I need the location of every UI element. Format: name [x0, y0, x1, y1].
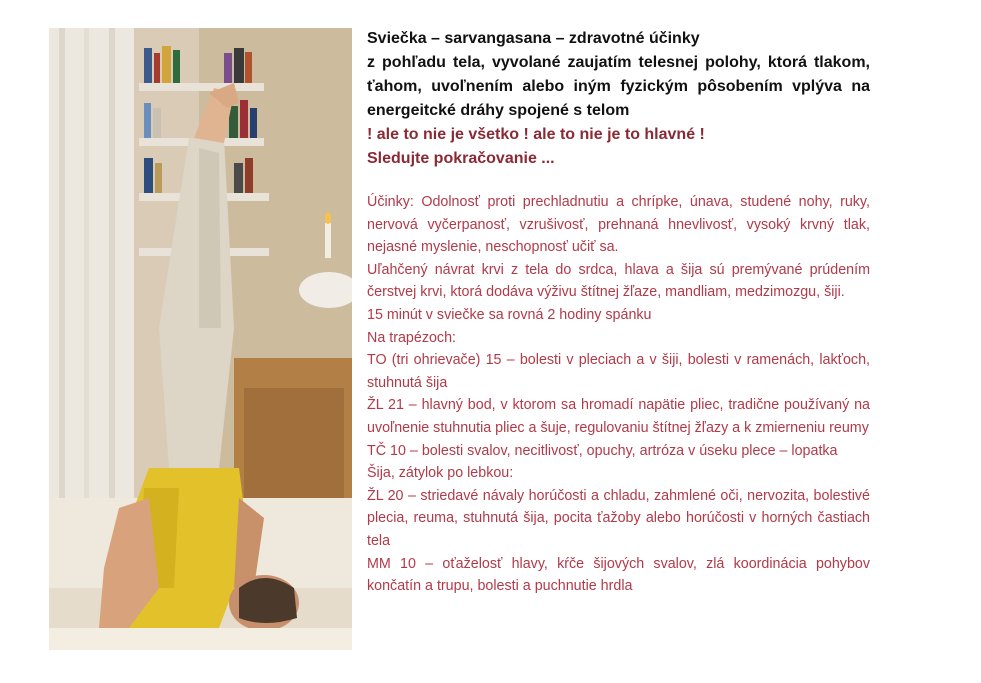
point-to15: TO (tri ohrievače) 15 – bolesti v pleciach a v šiji, bolesti v ramenách, lakťoch, stuhnutá šija — [367, 352, 870, 391]
shoulderstand-illustration — [49, 28, 352, 650]
neck-heading: Šija, zátylok po lebkou: — [367, 465, 514, 482]
continue-line: Sledujte pokračovanie ... — [367, 150, 555, 167]
point-mm10: MM 10 – oťaželosť hlavy, kŕče šijových svalov, zlá koordinácia pohybov končatín a trupu, bolesti a puchnutie hrdla — [367, 555, 870, 595]
article-text — [367, 27, 870, 598]
blood-return-paragraph: Uľahčený návrat krvi z tela do srdca, hlava a šija sú premývané prúdením čerstvej krvi, ktorá dodáva výživu štítnej žľaze, mandliam, medzimozgu, šiji. — [367, 261, 870, 301]
effects-paragraph: Účinky: Odolnosť proti prechladnutiu a chrípke, únava, studené nohy, ruky, nervová vyčerpanosť, vzrušivosť, prehnaná hnevlivosť, vysoký krvný tlak, nejasné myslenie, neschopnosť učiť sa. — [367, 194, 870, 256]
article-title: Sviečka – sarvangasana – zdravotné účinky — [367, 30, 700, 47]
point-zl21: ŽL 21 – hlavný bod, v ktorom sa hromadí napätie pliec, tradične používaný na uvoľnenie stuhnutia pliec a šuje, regulovaniu štítnej žľazy a k zmierneniu reumy — [367, 397, 870, 436]
warning-line: ! ale to nie je všetko ! ale to nie je to hlavné ! — [367, 126, 705, 143]
point-zl20: ŽL 20 – striedavé návaly horúčosti a chladu, zahmlené oči, nervozita, bolestivé plecia, reuma, stuhnutá šija, pocita ťažoby alebo horúčosti v horných častiach tela — [367, 487, 870, 549]
sleep-paragraph: 15 minút v sviečke sa rovná 2 hodiny spánku — [367, 306, 652, 323]
trapezius-heading: Na trapézoch: — [367, 329, 457, 346]
point-tc10: TČ 10 – bolesti svalov, necitlivosť, opuchy, artróza v úseku plece – lopatka — [367, 442, 838, 459]
article-intro: z pohľadu tela, vyvolané zaujatím telesnej polohy, ktorá tlakom, ťahom, uvoľnením alebo iným fyzickým pôsobením vplýva na energeitcké dráhy spojené s telom — [367, 54, 870, 119]
yoga-photo — [49, 28, 352, 650]
